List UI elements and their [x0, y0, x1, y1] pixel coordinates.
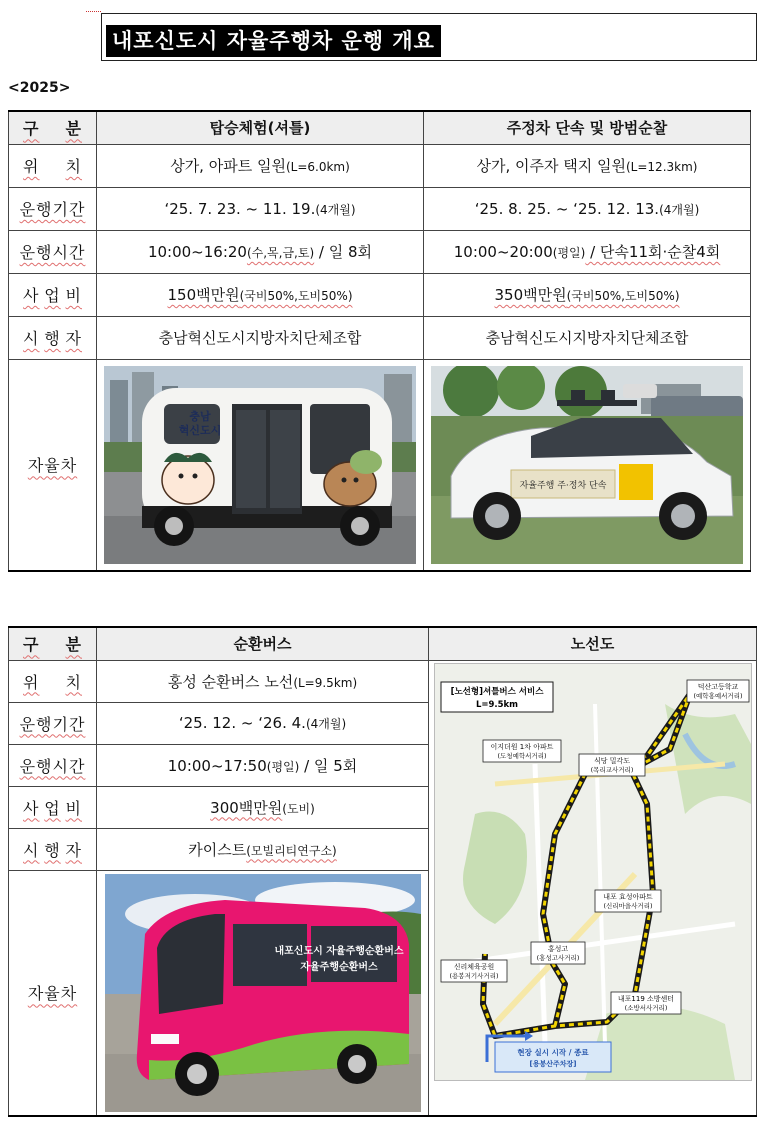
svg-text:[용봉산주차장]: [용봉산주차장]	[529, 1059, 576, 1068]
map-stop-5	[441, 960, 507, 982]
svg-text:내포 효성아파트: 내포 효성아파트	[602, 892, 653, 901]
row-label-vehicle: 자율차	[9, 359, 97, 571]
row-label-budget: 사 업 비	[9, 273, 97, 316]
row-label-hours: 운행시간	[9, 230, 97, 273]
title-box	[101, 13, 757, 61]
svg-text:(예학홍예서거리): (예학홍예서거리)	[692, 691, 743, 700]
shuttle-decal-line1: 충남	[189, 409, 211, 423]
header-division: 구 분	[9, 111, 97, 144]
bus-hours: 10:00~17:50(평일) / 일 5회	[97, 744, 429, 786]
patrol-hours: 10:00~20:00(평일) / 단속11회·순찰4회	[424, 230, 751, 273]
patrol-operator: 충남혁신도시지방자치단체조합	[424, 316, 751, 359]
overview-table-1	[8, 110, 751, 572]
shuttle-location: 상가, 아파트 일원(L=6.0km)	[97, 144, 424, 187]
map-stop-6	[611, 992, 681, 1014]
year-label: <2025>	[8, 80, 71, 96]
patrol-period: ‘25. 8. 25. ~ ‘25. 12. 13.(4개월)	[424, 187, 751, 230]
row-label-location: 위 치	[9, 144, 97, 187]
header-route-map: 노선도	[429, 627, 757, 660]
shuttle-hours: 10:00~16:20(수,목,금,토) / 일 8회	[97, 230, 424, 273]
svg-text:홍성고: 홍성고	[547, 944, 568, 953]
bus-period: ‘25. 12. ~ ‘26. 4.(4개월)	[97, 702, 429, 744]
shuttle-decal-line2: 혁신도시	[178, 423, 222, 437]
row2-label-operator: 시 행 자	[9, 828, 97, 870]
map-title-line2: L=9.5km	[475, 699, 518, 710]
row2-label-hours: 운행시간	[9, 744, 97, 786]
map-stop-1	[483, 740, 561, 762]
svg-text:(신리마을사거리): (신리마을사거리)	[602, 901, 653, 910]
bus-budget: 300백만원(도비)	[97, 786, 429, 828]
svg-text:내포119 소방센터: 내포119 소방센터	[617, 994, 674, 1003]
svg-text:(소방서사거리): (소방서사거리)	[624, 1003, 667, 1012]
header-bus: 순환버스	[97, 627, 429, 660]
row2-label-location: 위 치	[9, 660, 97, 702]
svg-text:(목리교사거리): (목리교사거리)	[590, 765, 633, 774]
svg-text:신리체육공원: 신리체육공원	[453, 962, 494, 971]
svg-text:현장 실시 시작 / 종료: 현장 실시 시작 / 종료	[516, 1047, 589, 1057]
map-start-label	[495, 1042, 611, 1072]
map-stop-3	[595, 890, 661, 912]
bus-decal-line1: 내포신도시 자율주행순환버스	[273, 945, 404, 957]
shuttle-photo-cell	[97, 359, 424, 571]
map-stop-4	[531, 942, 585, 964]
bus-location: 홍성 순환버스 노선(L=9.5km)	[97, 660, 429, 702]
row2-label-budget: 사 업 비	[9, 786, 97, 828]
patrol-budget: 350백만원(국비50%,도비50%)	[424, 273, 751, 316]
svg-text:이지더원 1차 아파트: 이지더원 1차 아파트	[490, 742, 553, 751]
patrol-location: 상가, 이주자 택지 일원(L=12.3km)	[424, 144, 751, 187]
header-shuttle: 탑승체험(셔틀)	[97, 111, 424, 144]
route-map-cell	[429, 660, 757, 1116]
bus-photo	[105, 874, 421, 1112]
shuttle-budget: 150백만원(국비50%,도비50%)	[97, 273, 424, 316]
row-label-operator: 시 행 자	[9, 316, 97, 359]
bus-operator: 카이스트(모빌리티연구소)	[97, 828, 429, 870]
map-stop-0	[687, 680, 749, 702]
svg-text:(도청예학서거리): (도청예학서거리)	[496, 751, 547, 760]
svg-text:(홍성고사거리): (홍성고사거리)	[536, 953, 579, 962]
patrol-car-photo	[431, 366, 743, 564]
overview-table-2	[8, 626, 757, 1117]
svg-text:(용봉저기사거리): (용봉저기사거리)	[448, 971, 499, 980]
bus-decal-line2: 자율주행순환버스	[299, 961, 378, 973]
patrol-decal-text: 자율주행 주·정차 단속	[519, 480, 607, 491]
shuttle-operator: 충남혁신도시지방자치단체조합	[97, 316, 424, 359]
shuttle-period: ‘25. 7. 23. ~ 11. 19.(4개월)	[97, 187, 424, 230]
header2-division: 구 분	[9, 627, 97, 660]
svg-text:식당 밀각도: 식당 밀각도	[593, 756, 630, 765]
patrol-photo-cell	[424, 359, 751, 571]
row2-label-period: 운행기간	[9, 702, 97, 744]
shuttle-photo	[104, 366, 416, 564]
header-patrol: 주정차 단속 및 방범순찰	[424, 111, 751, 144]
bus-photo-cell	[97, 870, 429, 1116]
row-label-period: 운행기간	[9, 187, 97, 230]
svg-text:덕산고등학교: 덕산고등학교	[697, 682, 738, 691]
row2-label-vehicle: 자율차	[9, 870, 97, 1116]
page-title: 내포신도시 자율주행차 운행 개요	[106, 25, 441, 57]
map-stop-2	[579, 754, 645, 776]
title-corner-line	[86, 11, 101, 12]
map-title-line1: [노선형]셔틀버스 서비스	[450, 686, 543, 697]
route-map	[434, 663, 752, 1081]
